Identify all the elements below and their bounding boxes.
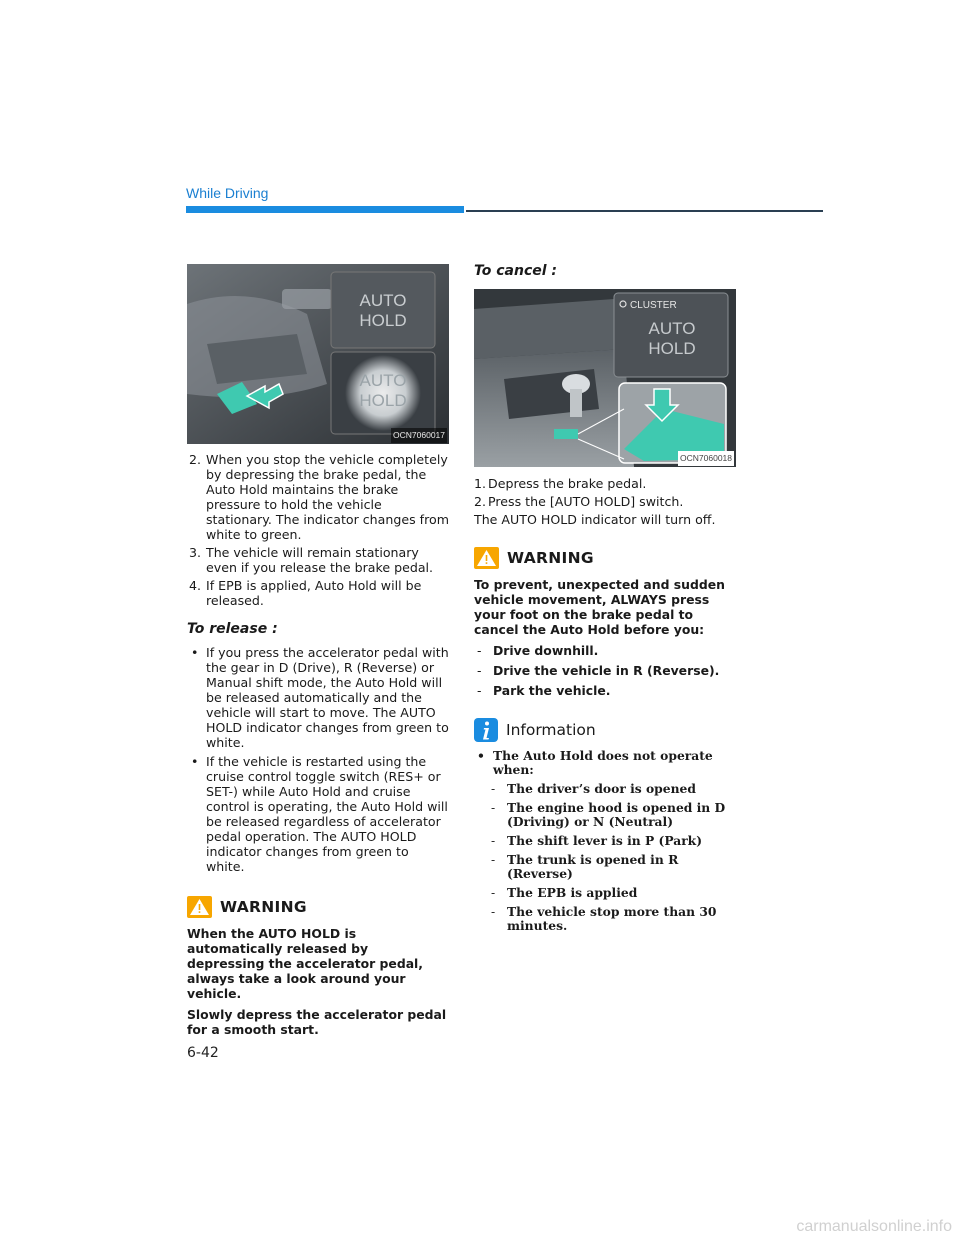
list-item: - Park the vehicle. <box>474 683 736 698</box>
warning-text: Slowly depress the accelerator pedal for a smooth start. <box>187 1007 447 1037</box>
list-item: 4. If EPB is applied, Auto Hold will be released. <box>189 578 422 608</box>
list-item: 3. The vehicle will remain stationary even if you release the brake pedal. <box>189 545 434 575</box>
section-title: While Driving <box>186 185 269 201</box>
warning-box-left <box>187 896 449 1037</box>
warning-icon <box>474 547 499 569</box>
warning-items <box>474 643 736 698</box>
warning-title: WARNING <box>220 897 307 916</box>
list-item: - The trunk is opened in R (Reverse) <box>488 853 736 881</box>
list-item: - The driver’s door is opened <box>488 782 736 796</box>
svg-text:AUTO: AUTO <box>648 319 696 338</box>
header-rule <box>466 210 823 212</box>
svg-text:HOLD: HOLD <box>359 311 407 330</box>
list-item: 2. Press the [AUTO HOLD] switch. <box>474 494 684 509</box>
list-item: • If you press the accelerator pedal with the gear in D (Drive), R (Reverse) or Manual shift mode, the Auto Hold will be released automatically and the vehicle will start to move. The AUTO HOLD indicator changes from green to white. <box>187 645 449 750</box>
cancel-heading: To cancel : <box>474 263 558 279</box>
figure2-cluster-label: CLUSTER <box>630 300 677 311</box>
list-item: - The vehicle stop more than 30 minutes. <box>488 905 736 933</box>
information-lead: • The Auto Hold does not operate when: <box>474 749 736 777</box>
figure-caption: OCN7060018 <box>678 451 734 466</box>
warning-text: To prevent, unexpected and sudden vehicle movement, ALWAYS press your foot on the brake pedal to cancel the Auto Hold before you: <box>474 577 725 637</box>
left-column <box>187 264 449 1043</box>
page-number: 6-42 <box>187 1045 219 1061</box>
auto-hold-dashboard-figure <box>187 264 449 444</box>
figure1-label-top: AUTO <box>359 291 407 310</box>
warning-title: WARNING <box>507 548 594 567</box>
warning-text: When the AUTO HOLD is automatically released by depressing the accelerator pedal, always take a look around your vehicle. <box>187 926 424 1001</box>
warning-icon <box>187 896 212 918</box>
svg-text:HOLD: HOLD <box>648 339 696 358</box>
cancel-result-text: The AUTO HOLD indicator will turn off. <box>474 512 716 527</box>
information-box <box>474 718 736 933</box>
svg-text:AUTO: AUTO <box>359 371 407 390</box>
right-column <box>474 264 736 938</box>
list-item: - Drive downhill. <box>474 643 736 658</box>
list-item: - Drive the vehicle in R (Reverse). <box>474 663 736 678</box>
list-item: - The shift lever is in P (Park) <box>488 834 736 848</box>
release-bullets <box>187 645 449 874</box>
header-rule-accent <box>186 206 464 213</box>
list-item: 1. Depress the brake pedal. <box>474 476 647 491</box>
info-icon <box>474 718 498 742</box>
release-heading: To release : <box>187 621 278 637</box>
list-item: • If the vehicle is restarted using the cruise control toggle switch (RES+ or SET-) while Auto Hold and cruise control is operating, the Auto Hold will be released regardless of accelerator pedal operation. The AUTO HOLD indicator changes from green to white. <box>187 754 449 874</box>
warning-box-right <box>474 547 736 698</box>
list-item: - The engine hood is opened in D (Driving) or N (Neutral) <box>488 801 736 829</box>
information-items <box>474 782 736 933</box>
hold-steps-list <box>187 452 449 608</box>
information-title: Information <box>506 720 596 739</box>
cancel-steps-list <box>474 476 736 509</box>
svg-text:HOLD: HOLD <box>359 391 407 410</box>
watermark: carmanualsonline.info <box>796 1218 952 1235</box>
list-item: - The EPB is applied <box>488 886 736 900</box>
auto-hold-switch-figure <box>474 289 736 467</box>
list-item: 2. When you stop the vehicle completely by depressing the brake pedal, the Auto Hold maintains the brake pressure to hold the vehicle stationary. The indicator changes from white to green. <box>189 452 449 542</box>
console-illustration <box>474 289 736 467</box>
dashboard-illustration <box>187 264 449 444</box>
figure-caption: OCN7060017 <box>391 428 447 443</box>
